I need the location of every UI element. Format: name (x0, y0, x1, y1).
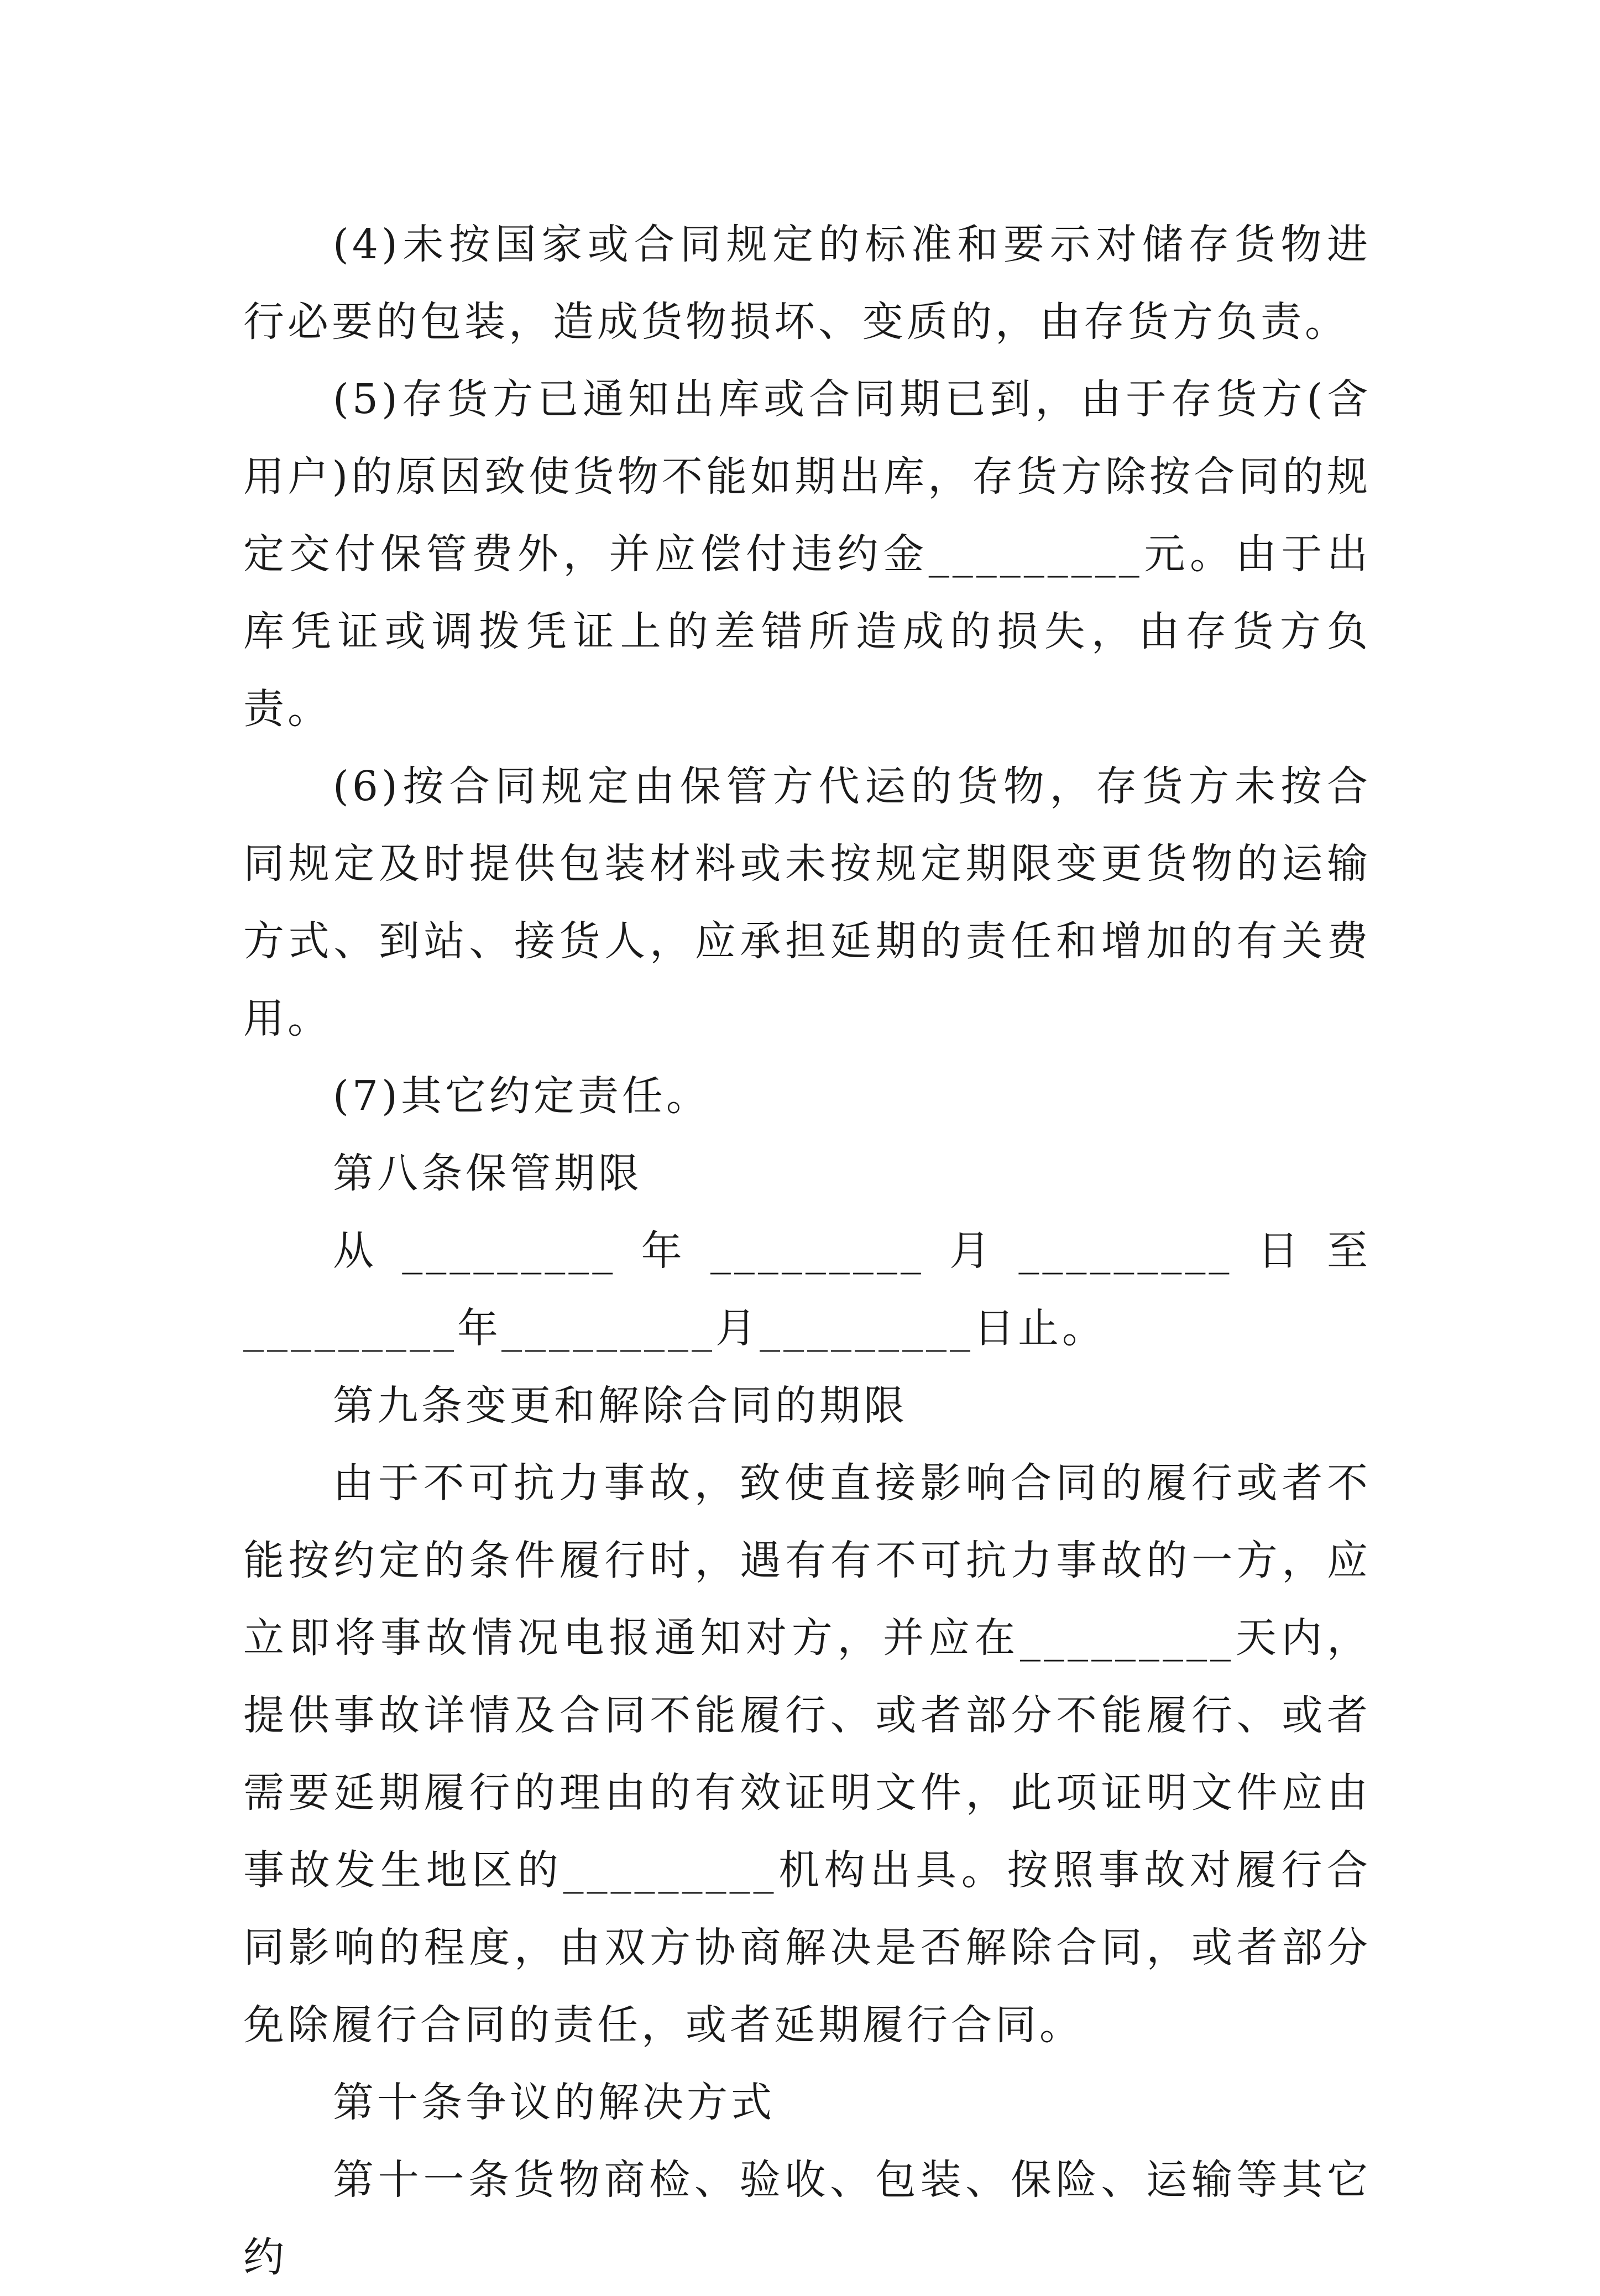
document-body (243, 206, 1371, 2296)
article-11-heading: 第十一条货物商检、验收、包装、保险、运输等其它约 (243, 2156, 1371, 2281)
article-8-heading: 第八条保管期限 (333, 1150, 642, 1197)
clause-4-packaging: (4)未按国家或合同规定的标准和要示对储存货物进行必要的包装，造成货物损坏、变质的，由存货方负责。 (243, 221, 1371, 346)
article-10-heading: 第十条争议的解决方式 (333, 2079, 775, 2126)
article-9-heading: 第九条变更和解除合同的期限 (333, 1382, 908, 1429)
clause-6-transport: (6)按合同规定由保管方代运的货物，存货方未按合同规定及时提供包装材料或未按规定期限变更货物的运输方式、到站、接货人，应承担延期的责任和增加的有关费用。 (243, 763, 1371, 1042)
clause-7-other-liability: (7)其它约定责任。 (333, 1072, 710, 1120)
article-8-storage-period: 从_________年_________月_________日至_________年_________月_________日止。 (243, 1227, 1371, 1352)
article-9-force-majeure: 由于不可抗力事故，致使直接影响合同的履行或者不能按约定的条件履行时，遇有有不可抗力事故的一方，应立即将事故情况电报通知对方，并应在_________天内，提供事故详情及合同不能履行、或者部分不能履行、或者需要延期履行的理由的有效证明文件，此项证明文件应由事故发生地区的_________机构出具。按照事故对履行合同影响的程度，由双方协商解决是否解除合同，或者部分免除履行合同的责任，或者延期履行合同。 (243, 1459, 1371, 2049)
clause-5-delayed-withdrawal: (5)存货方已通知出库或合同期已到，由于存货方(含用户)的原因致使货物不能如期出库，存货方除按合同的规定交付保管费外，并应偿付违约金_________元。由于出库凭证或调拨凭证上的差错所造成的损失，由存货方负责。 (243, 375, 1371, 733)
